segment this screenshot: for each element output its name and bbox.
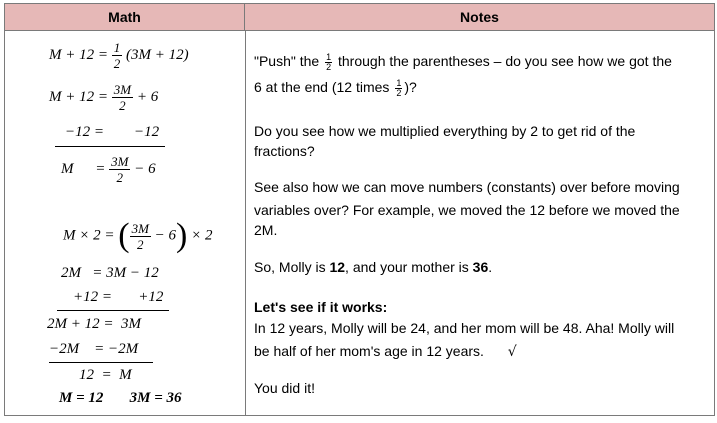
note-multiply-line2: fractions? <box>254 143 315 159</box>
fraction: $\frac{3M}{2}$ <box>113 82 132 113</box>
equation-rule <box>57 310 169 311</box>
math-notes-table <box>4 3 715 416</box>
math-line-7: +12 = +12 <box>73 289 164 305</box>
math-line-3: −12 = −12 <box>65 124 160 140</box>
math-line-5: M × 2 = ( $\frac{3M}{2}$ − 6) × 2 <box>63 217 213 254</box>
fraction: $\frac{3M}{2}$ <box>111 154 129 185</box>
note-check-line2: be half of her mom's age in 12 years. √ <box>254 343 517 360</box>
math-line-4: M = $\frac{3M}{2}$ − 6 <box>61 154 156 185</box>
math-line-10: 12 = M <box>79 367 132 383</box>
note-check-line1: In 12 years, Molly will be 24, and her mom will be 48. Aha! Molly will <box>254 320 675 336</box>
math-final-answer: M = 12 3M = 36 <box>59 390 182 406</box>
note-constants-line3: 2M. <box>254 222 278 238</box>
math-line-2: M + 12 = $\frac{3M}{2}$ + 6 <box>49 82 159 113</box>
equation-rule <box>49 362 153 363</box>
note-done: You did it! <box>254 380 315 396</box>
math-line-8: 2M + 12 = 3M <box>47 316 141 332</box>
math-line-1-left: M + 12 = <box>49 46 108 63</box>
note-push-half: "Push" the $\frac{1}{2}$ through the parentheses – do you see how we got the <box>254 51 672 72</box>
fraction: $\frac{1}{2}$ <box>396 77 402 98</box>
math-line-6: 2M = 3M − 12 <box>61 265 159 281</box>
math-column-header: Math <box>5 4 245 31</box>
math-line-1 <box>49 40 189 71</box>
math-line-9: −2M = −2M <box>49 341 139 357</box>
note-answer: So, Molly is 12, and your mother is 36. <box>254 259 493 275</box>
fraction: $\frac{3M}{2}$ <box>131 220 149 252</box>
check-mark-icon: √ <box>507 344 517 360</box>
note-multiply-line1: Do you see how we multiplied everything by 2 to get rid of the <box>254 123 636 139</box>
math-line-1-right: (3M + 12) <box>126 46 189 63</box>
column-divider <box>245 31 246 415</box>
fraction: $\frac{1}{2}$ <box>113 40 121 71</box>
notes-column-header: Notes <box>245 4 714 31</box>
fraction: $\frac{1}{2}$ <box>326 51 332 72</box>
note-constants-line1: See also how we can move numbers (constants) over before moving <box>254 179 680 195</box>
equation-rule <box>55 146 165 147</box>
note-constants-line2: variables over? For example, we moved the 12 before we moved the <box>254 202 680 218</box>
note-push-half-cont: 6 at the end (12 times $\frac{1}{2}$ )? <box>254 77 417 98</box>
note-check-heading: Let's see if it works: <box>254 299 388 315</box>
